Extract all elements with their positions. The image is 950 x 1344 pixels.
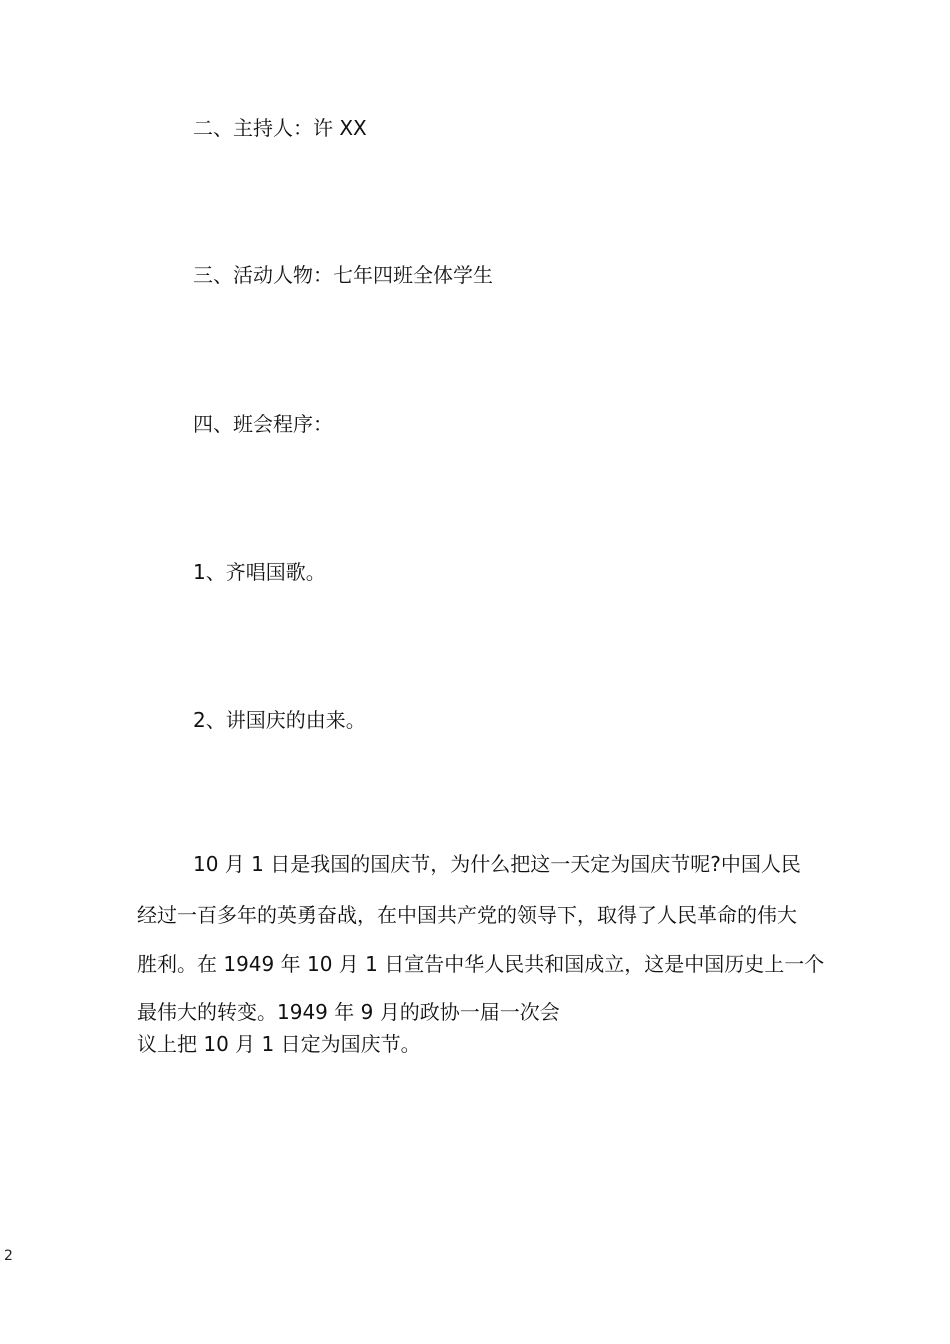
page-number: 2: [4, 1248, 13, 1264]
paragraph-line: 最伟大的转变。1949 年 9 月的政协一届一次会: [137, 1000, 560, 1024]
section-host: 二、主持人：许 XX: [193, 116, 367, 140]
procedure-item-2: 2、讲国庆的由来。: [193, 708, 366, 732]
paragraph-line: 10 月 1 日是我国的国庆节，为什么把这一天定为国庆节呢?中国人民: [193, 852, 801, 876]
section-participants: 三、活动人物：七年四班全体学生: [193, 263, 493, 287]
section-procedure-heading: 四、班会程序：: [193, 412, 333, 436]
paragraph-line: 经过一百多年的英勇奋战，在中国共产党的领导下，取得了人民革命的伟大: [137, 903, 797, 927]
paragraph-line: 议上把 10 月 1 日定为国庆节。: [137, 1032, 421, 1056]
procedure-item-1: 1、齐唱国歌。: [193, 560, 326, 584]
paragraph-line: 胜利。在 1949 年 10 月 1 日宣告中华人民共和国成立，这是中国历史上一个: [137, 952, 825, 976]
